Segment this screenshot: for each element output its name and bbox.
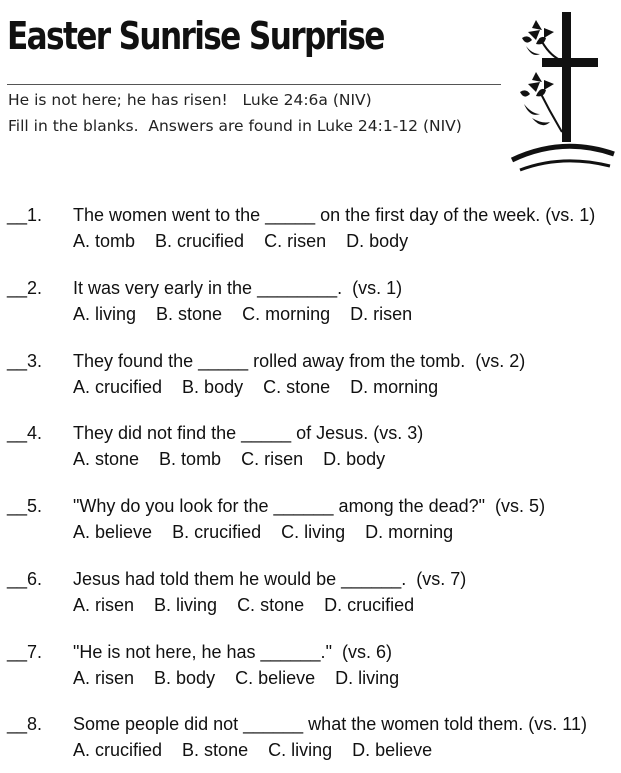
answer-option: B. crucified	[155, 231, 245, 251]
question-text: The women went to the _____ on the first day of the week. (vs. 1)	[73, 205, 596, 225]
answer-option: C. believe	[235, 668, 316, 688]
answer-options	[73, 522, 473, 543]
answer-options	[73, 740, 452, 761]
answer-option: C. living	[281, 522, 346, 542]
answer-option: D. body	[323, 449, 386, 469]
answer-option: A. risen	[73, 668, 135, 688]
answer-option: A. crucified	[73, 377, 163, 397]
answer-option: A. crucified	[73, 740, 163, 760]
answer-option: C. stone	[263, 377, 331, 397]
answer-option: A. stone	[73, 449, 140, 469]
instructions-line: Fill in the blanks. Answers are found in Luke 24:1-12 (NIV)	[8, 117, 462, 135]
question-text: "He is not here, he has ______." (vs. 6)	[73, 642, 392, 662]
answer-options	[73, 595, 434, 616]
answer-option: B. stone	[156, 304, 223, 324]
answer-options	[73, 377, 458, 398]
answer-options	[73, 449, 405, 470]
question-text: Some people did not ______ what the women told them. (vs. 11)	[73, 714, 587, 734]
answer-option: D. believe	[352, 740, 433, 760]
answer-option: A. tomb	[73, 231, 136, 251]
answer-options	[73, 304, 432, 325]
answer-option: B. body	[154, 668, 216, 688]
answer-options	[73, 668, 419, 689]
answer-option: C. risen	[241, 449, 304, 469]
answer-option: B. crucified	[172, 522, 262, 542]
answer-option: B. body	[182, 377, 244, 397]
answer-option: C. risen	[264, 231, 327, 251]
question-text: They did not find the _____ of Jesus. (vs. 3)	[73, 423, 424, 443]
question-text: It was very early in the ________. (vs. 1)	[73, 278, 403, 298]
question-text: "Why do you look for the ______ among the dead?" (vs. 5)	[73, 496, 546, 516]
answer-option: D. body	[346, 231, 409, 251]
page-title: Easter Sunrise Surprise	[7, 14, 384, 58]
question-number[interactable]: __6.	[7, 569, 43, 589]
answer-option: A. risen	[73, 595, 135, 615]
answer-option: D. morning	[350, 377, 439, 397]
answer-option: B. stone	[182, 740, 249, 760]
question-number[interactable]: __7.	[7, 642, 43, 662]
answer-options	[73, 231, 428, 252]
answer-option: D. crucified	[324, 595, 415, 615]
question-number[interactable]: __3.	[7, 351, 43, 371]
question-number[interactable]: __1.	[7, 205, 43, 225]
question-number[interactable]: __5.	[7, 496, 43, 516]
answer-option: C. morning	[242, 304, 331, 324]
question-number[interactable]: __2.	[7, 278, 43, 298]
answer-option: A. believe	[73, 522, 153, 542]
answer-option: D. living	[335, 668, 400, 688]
verse-line: He is not here; he has risen! Luke 24:6a (NIV)	[8, 91, 372, 109]
answer-option: D. morning	[365, 522, 454, 542]
title-divider	[7, 84, 501, 85]
answer-option: B. living	[154, 595, 218, 615]
question-number[interactable]: __8.	[7, 714, 43, 734]
question-text: They found the _____ rolled away from the tomb. (vs. 2)	[73, 351, 526, 371]
answer-option: A. living	[73, 304, 137, 324]
answer-option: D. risen	[350, 304, 413, 324]
answer-option: C. stone	[237, 595, 305, 615]
answer-option: C. living	[268, 740, 333, 760]
question-number[interactable]: __4.	[7, 423, 43, 443]
question-text: Jesus had told them he would be ______. (vs. 7)	[73, 569, 467, 589]
cross-with-lilies-icon	[506, 8, 618, 182]
answer-option: B. tomb	[159, 449, 222, 469]
